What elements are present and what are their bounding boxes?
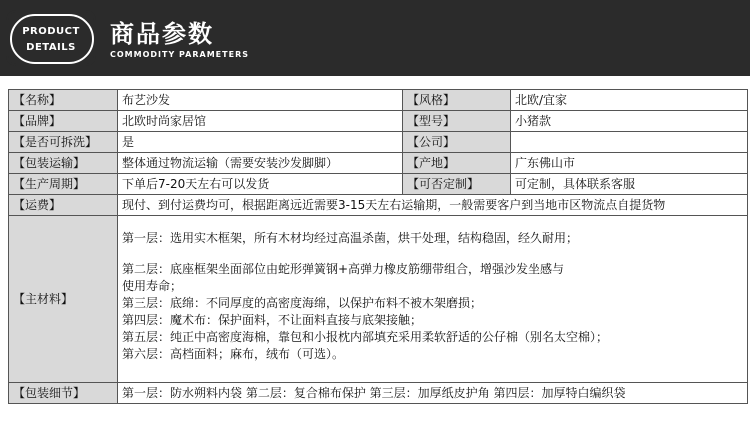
table-row [9,111,748,132]
parameter-table [8,89,748,404]
packing-value: 第一层：防水朔料内袋 第二层：复合棉布保护 第三层：加厚纸皮护角 第四层：加厚特白编织袋 [118,383,748,404]
product-details-badge [8,12,94,64]
param-value: 是 [118,132,403,153]
material-line: 第六层：高档面料；麻布，绒布（可选）。 [122,347,345,361]
material-line: 第四层：魔术布：保护面料，不让面料直接与底架接触； [122,313,423,327]
param-label: 【品牌】 [9,111,118,132]
material-line: 使用寿命； [122,279,183,293]
param-value: 北欧/宜家 [511,90,748,111]
param-value: 下单后7-20天左右可以发货 [118,174,403,195]
table-row [9,90,748,111]
param-label: 【名称】 [9,90,118,111]
param-label: 【可否定制】 [403,174,511,195]
material-label: 【主材料】 [9,216,118,383]
param-label: 【产地】 [403,153,511,174]
table-row [9,174,748,195]
material-line: 第一层：选用实木框架，所有木材均经过高温杀菌，烘干处理，结构稳固，经久耐用； [122,231,579,245]
badge-oval-frame [10,14,94,64]
material-line: 第二层：底座框架坐面部位由蛇形弹簧钢+高弹力橡皮筋绷带组合，增强沙发坐感与 [122,262,565,276]
param-label: 【公司】 [403,132,511,153]
material-line: 第五层：纯正中高密度海棉，靠包和小报枕内部填充采用柔软舒适的公仔棉（别名太空棉）； [122,330,609,344]
table-row [9,195,748,216]
param-label: 【包装运输】 [9,153,118,174]
badge-line1: PRODUCT [22,26,80,37]
param-value: 可定制，具体联系客服 [511,174,748,195]
freight-label: 【运费】 [9,195,118,216]
table-row [9,383,748,404]
material-value [118,216,748,383]
param-value: 小猪款 [511,111,748,132]
material-line: 第三层：底绵：不同厚度的高密度海绵，以保护布料不被木架磨损； [122,296,483,310]
table-row [9,132,748,153]
badge-line2: DETAILS [26,42,76,53]
packing-label: 【包装细节】 [9,383,118,404]
table-row [9,216,748,383]
freight-value: 现付、到付运费均可，根据距离远近需要3-15天左右运输期，一般需要客户到当地市区物流点自提货物 [118,195,748,216]
param-label: 【是否可拆洗】 [9,132,118,153]
param-value [511,132,748,153]
table-row [9,153,748,174]
param-value: 广东佛山市 [511,153,748,174]
section-title: 商品参数 [110,20,214,48]
param-label: 【风格】 [403,90,511,111]
header-banner [0,0,750,76]
param-label: 【型号】 [403,111,511,132]
section-subtitle: COMMODITY PARAMETERS [110,50,249,59]
param-value: 北欧时尚家居馆 [118,111,403,132]
param-value: 布艺沙发 [118,90,403,111]
param-value: 整体通过物流运输（需要安装沙发脚脚） [118,153,403,174]
param-label: 【生产周期】 [9,174,118,195]
